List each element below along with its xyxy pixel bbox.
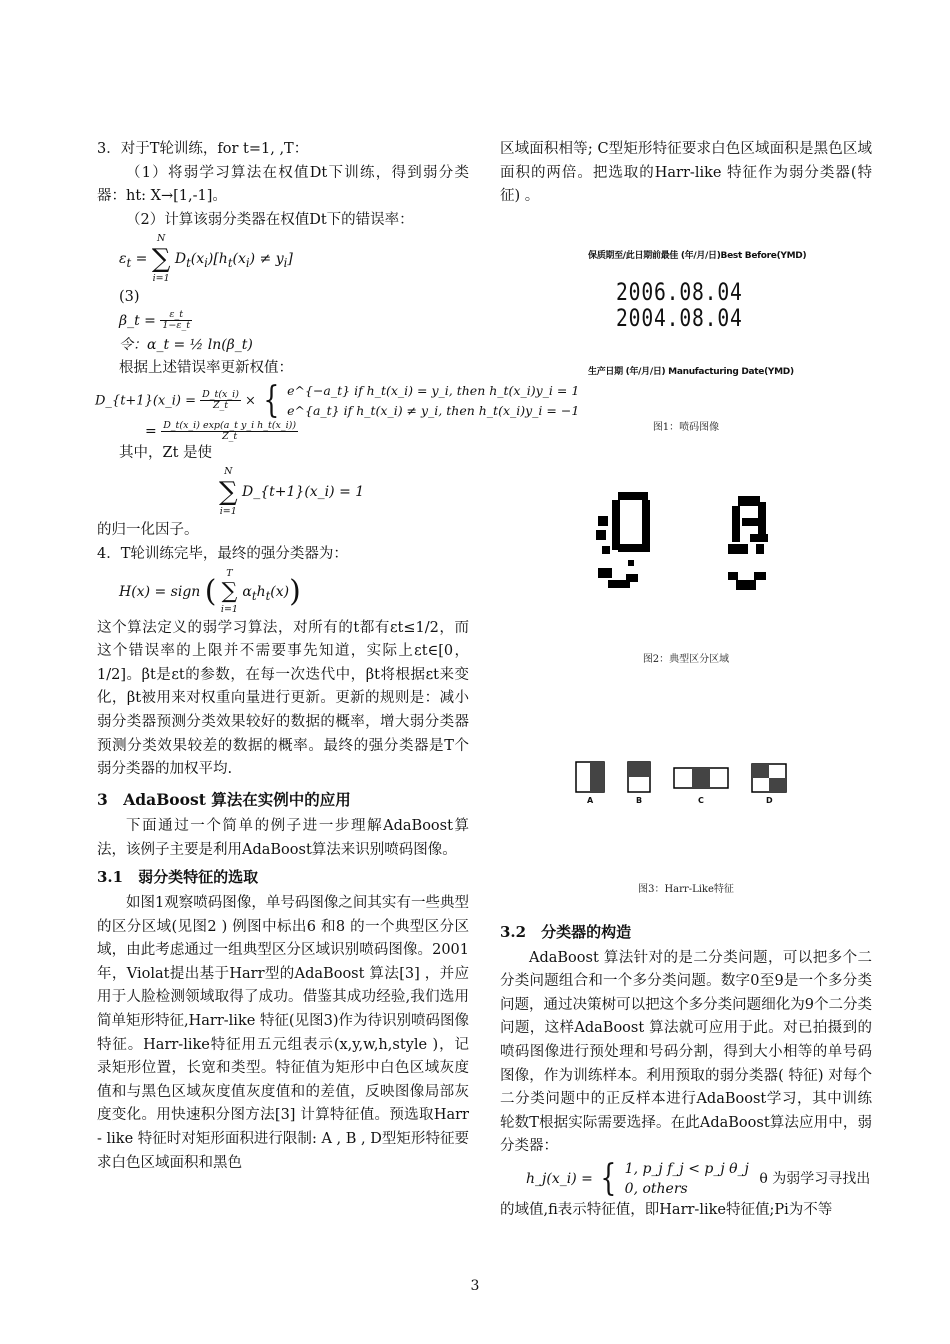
error-rate-equation: $\varepsilon_t$ = N ∑ i=1 $D_t(x_i)[h_t(x_i) \ne y_i]$ (119, 233, 293, 285)
zt-text: 其中，Zt 是使 (119, 444, 213, 461)
figure-3-label-c: C (698, 796, 704, 805)
algorithm-explanation: 这个算法定义的弱学习算法，对所有的t都有εt≤1/2，而这个错误率的上限并不需要事先知道，实际上εt∈[0，1/2]。βt是εt的参数，在每一次迭代中，βt将根据εt来变化，βt被用来对权重向量进行更新。更新的规则是：减小弱分类器预测分类效果较好的数据的概率，增大弱分类器预测分类效果较差的数据的概率。最终的强分类器是T个弱分类器的加权平均. (97, 619, 469, 778)
beta-equation: β_t = $\frac{\varepsilon\_t}{1-\varepsilon\_t}$ (119, 309, 191, 332)
figure-2-digit-fragments (588, 488, 788, 608)
figure-1-inkjet-image (560, 244, 820, 394)
figure-2-typical-regions (588, 488, 788, 608)
figure-3-label-d: D (766, 796, 773, 805)
step3-text: 3．对于T轮训练，for t=1, ,T： (97, 141, 309, 157)
equation-number: (3) (119, 289, 140, 306)
section-3-2-body: AdaBoost 算法针对的是二分类问题，可以把多个二分类问题组合和一个多分类问题。数字0至9是一个多分类问题，通过决策树可以把这个多分类问题细化为9个二分类问题，这样AdaBoost 算法就可应用于此。对已拍摄到的喷码图像进行预处理和号码分割，得到大小相等的单号码图像，作为训练样本。利用预取的弱分类器( 特征) 对每个二分类问题中的正反样本进行AdaBoost学习，其中训练轮数T根据实际需要选择。在此AdaBoost算法应用中，弱分类器： (500, 949, 872, 1155)
figure-1-top-label: 保质期至/此日期前最佳 (年/月/日)Best Before(YMD) (588, 251, 807, 261)
section-3-heading: 3 AdaBoost 算法在实例中的应用 (97, 789, 351, 809)
right-column-bottom (500, 917, 872, 1223)
step4-text: 4．T轮训练完毕，最终的强分类器为： (97, 545, 348, 562)
step3-2-text: （2）计算该弱分类器在权值Dt下的错误率： (126, 211, 414, 228)
threshold-text: 的域值,fi表示特征值，即Harr-like特征值;Pi为不等 (500, 1201, 833, 1218)
weight-update-equation-2: = $\frac{\text{D\_t(x\_i) exp(a\_t y\_i h\_t(x\_i))}}{Z\_t}$ (145, 419, 297, 442)
strong-classifier-equation: H(x) = sign ( T ∑ i=1 $\alpha_th_t(x)$) (119, 567, 301, 615)
figure-1-bottom-label: 生产日期 (年/月/日) Manufacturing Date(YMD) (588, 367, 794, 377)
normalization-text: 的归一化因子。 (97, 522, 199, 539)
section-3-1-continued: 区域面积相等; C型矩形特征要求白色区域面积是黑色区域面积的两倍。把选取的Harr-like 特征作为弱分类器(特征) 。 (500, 141, 872, 205)
section-3-1-heading: 3.1 弱分类特征的选取 (97, 868, 259, 887)
figure-1-caption: 图1：喷码图像 (652, 422, 720, 433)
figure-3-label-b: B (636, 796, 643, 805)
figure-3-feature-shapes (574, 760, 794, 794)
alpha-equation: 令：α_t = ½ ln(β_t) (119, 336, 253, 353)
weak-classifier-equation: h_j(x_i) = { 1, p_j f_j < p_j θ_j 0, others θ 为弱学习寻找出 (526, 1157, 871, 1199)
figure-3-harr-like-features (574, 760, 794, 810)
right-column-top (500, 138, 872, 209)
normalization-equation: N ∑ i=1 D_{t+1}(x_i) = 1 (219, 466, 365, 518)
page-number: 3 (470, 1278, 480, 1294)
section-3-intro: 下面通过一个简单的例子进一步理解AdaBoost算法，该例子主要是利用AdaBoost算法来识别喷码图像。 (97, 818, 469, 858)
update-weight-text: 根据上述错误率更新权值： (119, 360, 293, 377)
figure-3-label-a: A (587, 796, 594, 805)
weight-update-equation: D_{t+1}(x_i) = $\frac{D\_t(x\_i)}{Z\_t}$ × { e^{−a_t} if h_t(x_i) = y_i, then h_t(x_i)y_i = 1 e^{a_t} if h_t(x_i) ≠ y_i, then h_t(x_i)y_i = −1 (95, 379, 580, 421)
figure-2-caption: 图2：典型区分区域 (642, 654, 730, 665)
section-3-1-body: 如图1观察喷码图像，单号码图像之间其实有一些典型的区分区域(见图2 ) 例图中标出6 和8 的一个典型区分区域，由此考虑通过一组典型区分区域识别喷码图像。2001 年，Violat提出基于Harr型的AdaBoost 算法[3] ，并应用于人脸检测领域取得了成功。借鉴其成功经验,我们选用简单矩形特征,Harr-like 特征(见图3)作为待识别喷码图像特征。Harr-like特征用五元组表示(x,y,w,h,style )，记录矩形位置，长宽和类型。特征值为矩形中白色区域灰度值和与黑色区域灰度值灰度值和的差值，反映图像局部灰度变化。用快速积分图方法[3] 计算特征值。预选取Harr - like 特征时对矩形面积进行限制: A , B , D型矩形特征要求白色区域面积和黑色 (97, 895, 469, 1171)
figure-1-date-line-1: 2006.08.04 (616, 278, 743, 306)
figure-1-date-line-2: 2004.08.04 (616, 304, 743, 332)
section-3-2-heading: 3.2 分类器的构造 (500, 923, 632, 941)
figure-3-caption: 图3：Harr-Like特征 (638, 884, 734, 895)
step3-1-text: （1）将弱学习算法在权值Dt下训练，得到弱分类器：ht: X→[1,-1]。 (97, 164, 469, 205)
